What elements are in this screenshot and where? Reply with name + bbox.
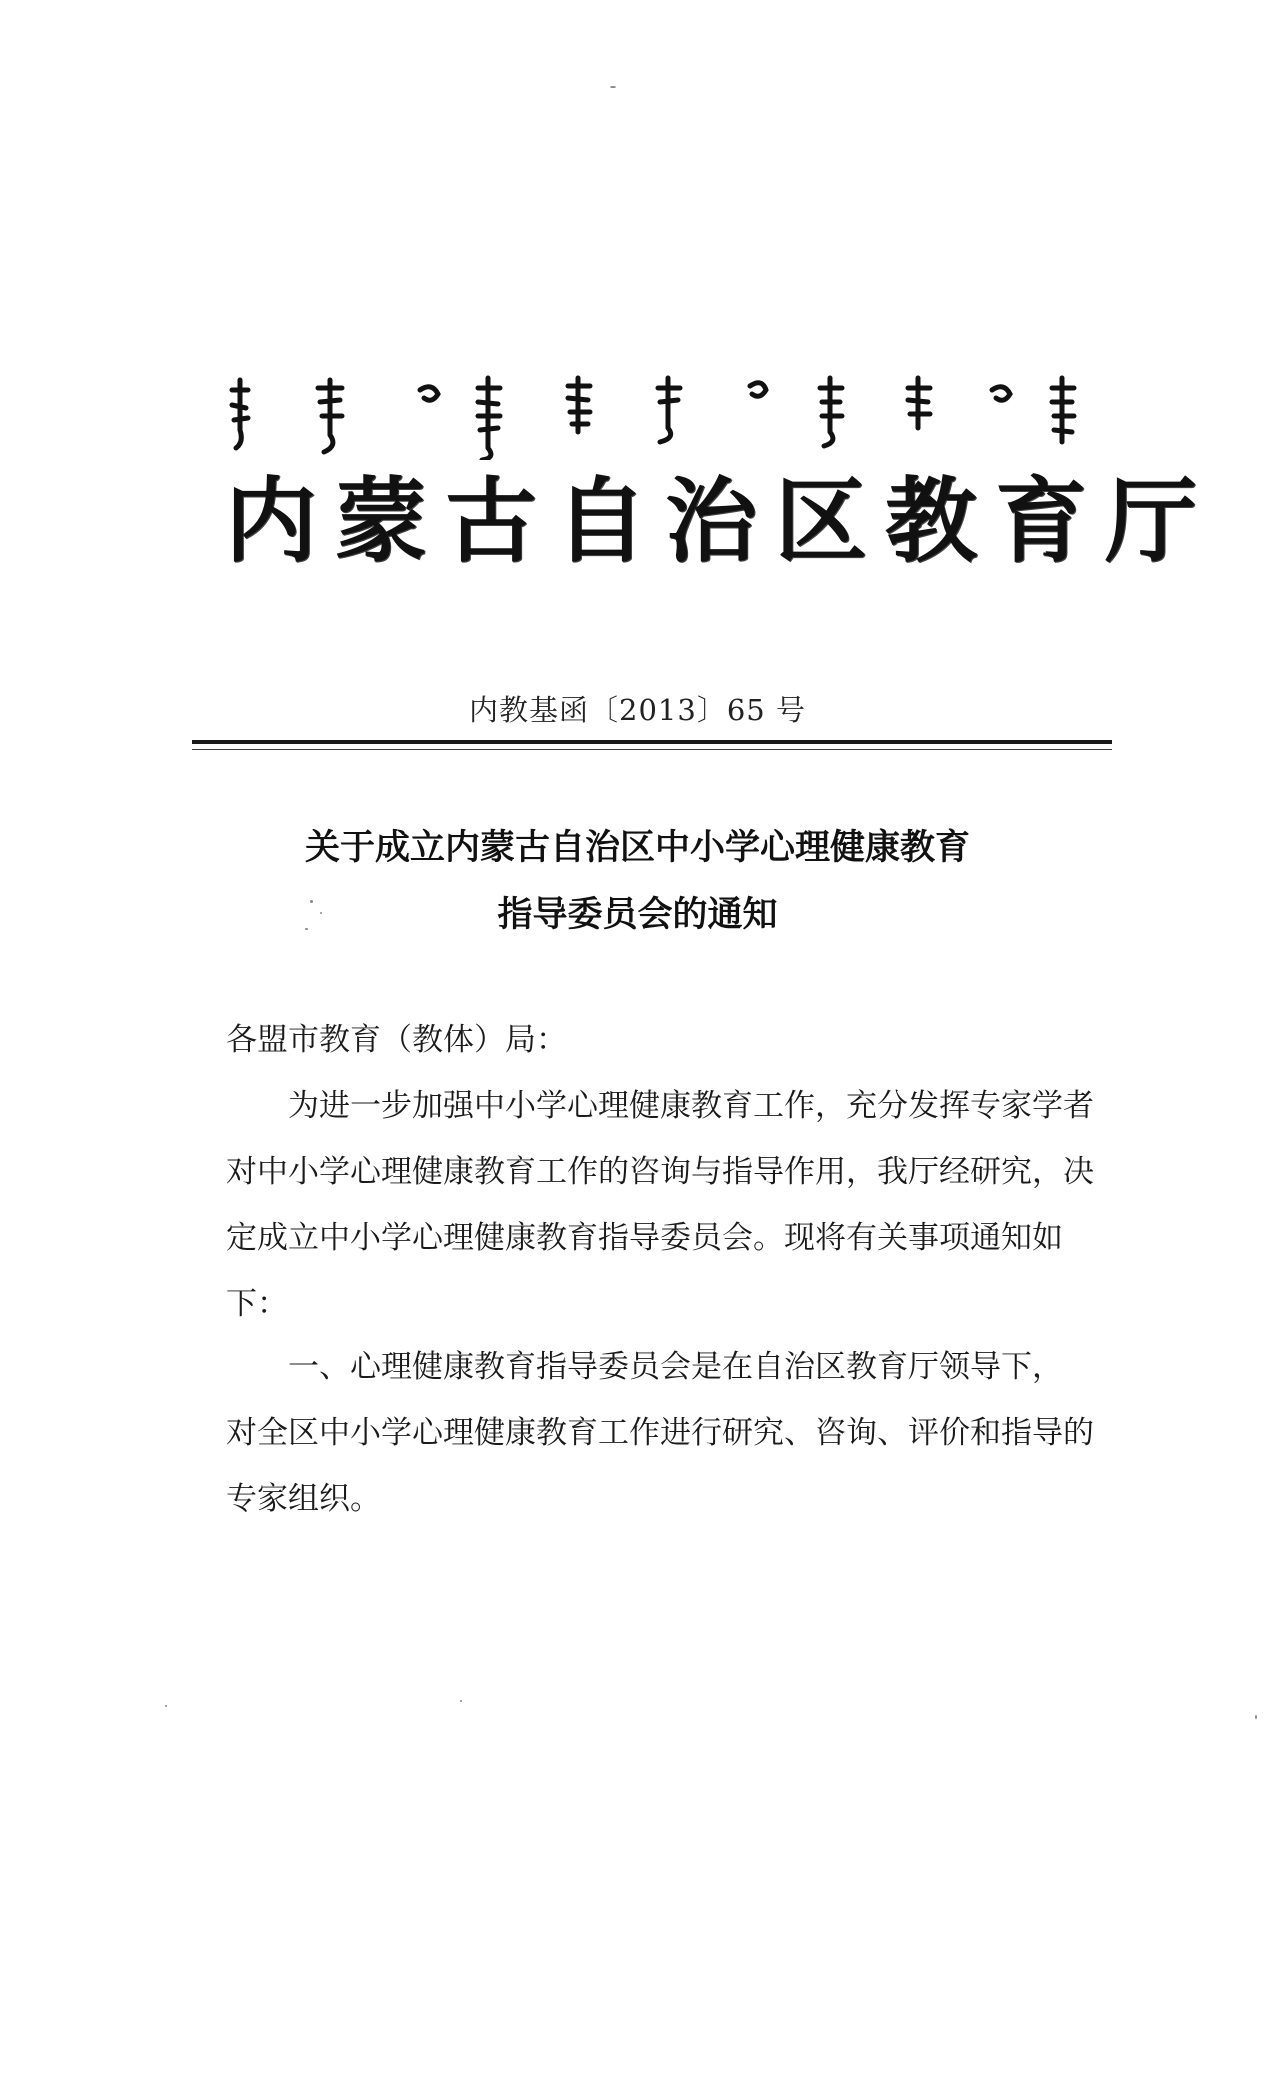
paragraph-line: 对全区中小学心理健康教育工作进行研究、咨询、评价和指导的 — [226, 1415, 1094, 1451]
notice-title-line-1: 关于成立内蒙古自治区中小学心理健康教育 — [304, 827, 970, 868]
organization-name: 内蒙古自治区教育厅 — [225, 467, 1216, 575]
paragraph-line: 定成立中小学心理健康教育指导委员会。现将有关事项通知如 — [226, 1220, 1063, 1256]
scan-speck — [610, 86, 616, 88]
scan-speck — [320, 912, 322, 914]
header-rule-thin — [192, 749, 1112, 750]
scan-speck — [310, 900, 313, 903]
paragraph-line: 专家组织。 — [226, 1481, 381, 1517]
paragraph-line: 为进一步加强中小学心理健康教育工作，充分发挥专家学者 — [288, 1088, 1094, 1124]
document-number: 内教基函〔2013〕65 号 — [469, 693, 806, 727]
paragraph-line: 下： — [226, 1286, 288, 1322]
scan-speck — [1255, 1715, 1257, 1719]
header-rule-thick — [192, 740, 1112, 744]
paragraph-line: 一、心理健康教育指导委员会是在自治区教育厅领导下， — [288, 1349, 1063, 1385]
mongolian-script-header — [220, 370, 1080, 460]
notice-title-line-2: 指导委员会的通知 — [497, 894, 778, 935]
scan-speck — [460, 1700, 462, 1702]
salutation: 各盟市教育（教体）局： — [226, 1022, 567, 1058]
scan-speck — [165, 1705, 167, 1707]
paragraph-line: 对中小学心理健康教育工作的咨询与指导作用，我厅经研究，决 — [226, 1154, 1094, 1190]
scan-speck — [305, 928, 308, 930]
